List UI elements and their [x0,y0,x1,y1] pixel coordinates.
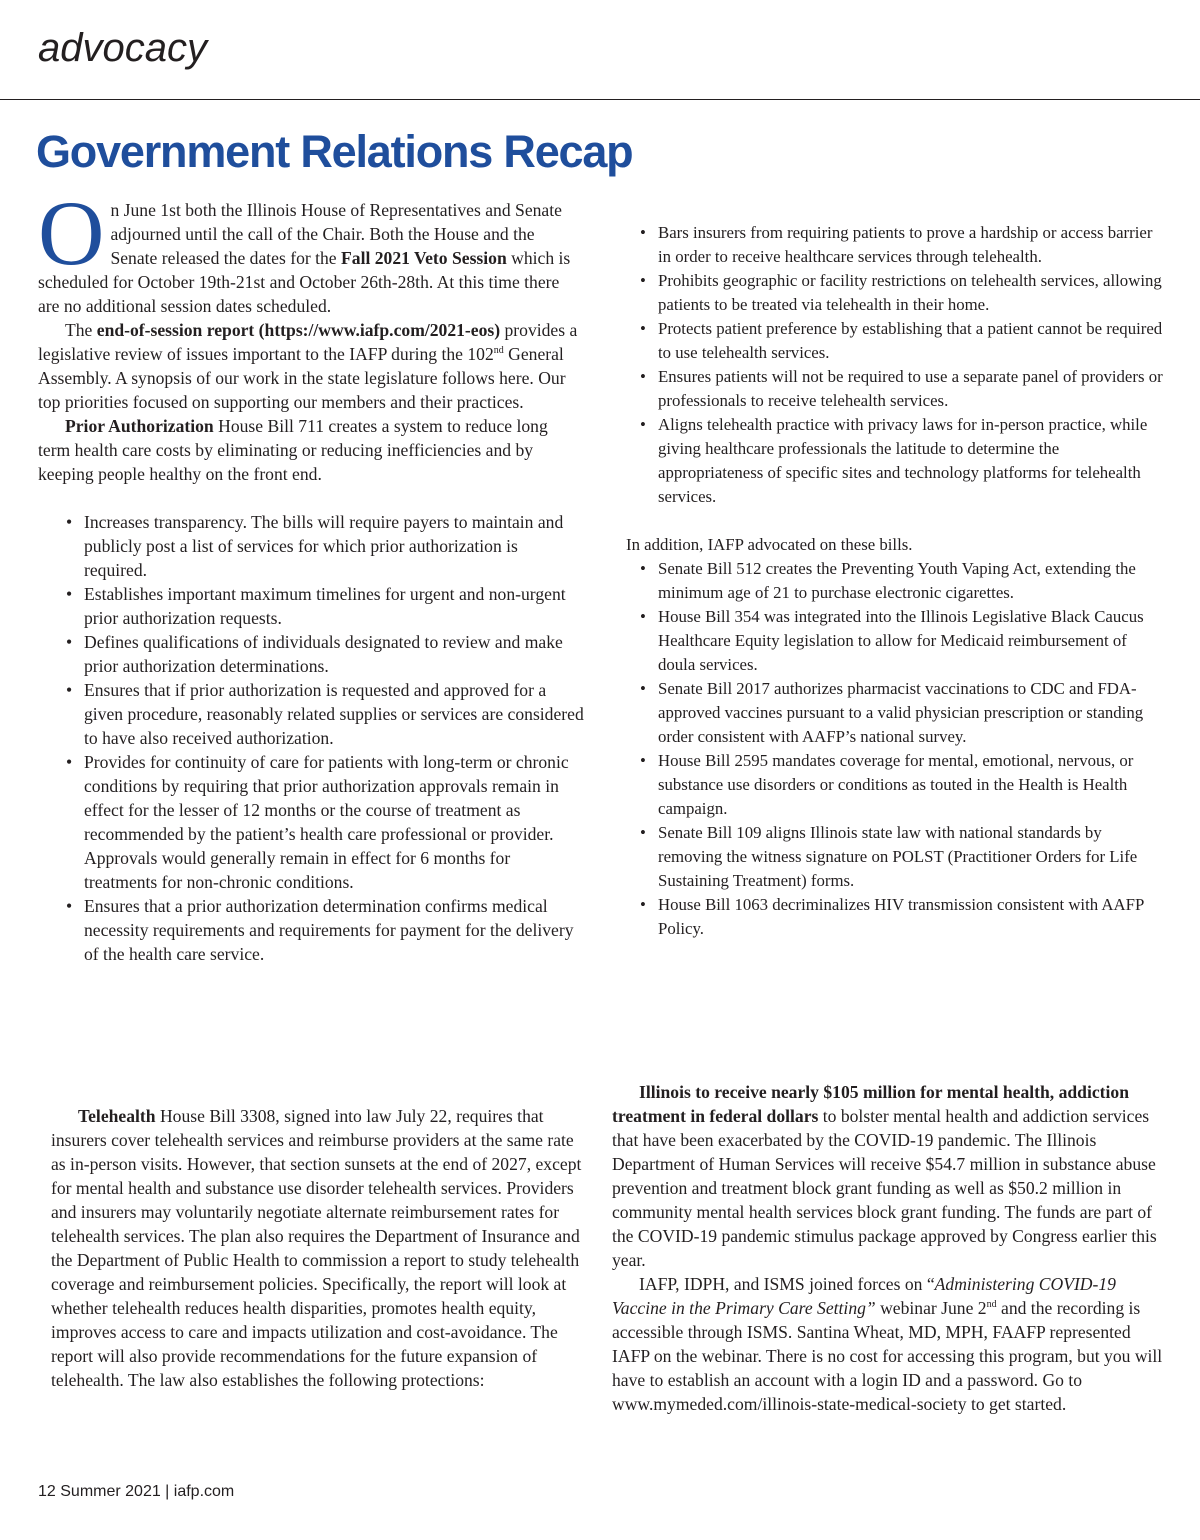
list-item: • Ensures patients will not be required to use a separate panel of providers or professionals to receive telehealth services. [636,365,1166,413]
list-item: • Aligns telehealth practice with privacy laws for in-person practice, while giving healthcare professionals the latitude to determine the appropriateness of specific sites and technology platforms for telehealth services. [636,413,1166,509]
page-footer: 12 Summer 2021 | iafp.com [38,1483,235,1500]
report-paragraph: The end-of-session report (https://www.iafp.com/2021-eos) provides a legislative review of issues important to the IAFP during the 102nd General Assembly. A synopsis of our work in the state legislature follows here. Our top priorities focused on supporting our members and their practices. [38,320,578,412]
report-link[interactable]: end-of-session report (https://www.iafp.com/2021-eos) [96,320,501,340]
list-item: • Provides for continuity of care for patients with long-term or chronic conditions by requiring that prior authorization approvals remain in effect for the lesser of 12 months or the course of treatment as recommended by the patient’s health care professional or provider. Approvals would generally remain in effect for 6 months for treatments for non-chronic conditions. [62,750,584,894]
telehealth-paragraph: Telehealth House Bill 3308, signed into law July 22, requires that insurers cover telehealth services and reimburse providers at the same rate as in-person visits. However, that section sunsets at the end of 2027, except for mental health and substance use disorder telehealth services. Providers and insurers may voluntarily negotiate alternate reimbursement rates for telehealth services. The plan also requires the Department of Insurance and the Department of Public Health to commission a report to study telehealth coverage and reimbursement policies. Specifically, the report will look at whether telehealth reduces health disparities, promotes health equity, improves access to care and impacts utilization and cost-avoidance. The report will also provide recommendations for the future expansion of telehealth. The law also establishes the following protections: [51,1106,582,1390]
list-item: • Ensures that a prior authorization determination confirms medical necessity requirements and requirements for payment for the delivery of the health care service. [62,894,584,966]
funding-heading: Illinois to receive nearly $105 million for mental health, addiction treatment in federal dollars [612,1082,1129,1126]
list-item: • Prohibits geographic or facility restrictions on telehealth services, allowing patients to be treated via telehealth in their home. [636,269,1166,317]
prior-auth-paragraph: Prior Authorization House Bill 711 creates a system to reduce long term health care costs by eliminating or reducing inefficiencies and by keeping people healthy on the front end. [38,416,548,484]
list-item: • Establishes important maximum timelines for urgent and non-urgent prior authorization requests. [62,582,584,630]
intro-paragraph: On June 1st both the Illinois House of Representatives and Senate adjourned until the call of the Chair. Both the House and the Senate released the dates for the Fall 2021 Veto Session which is scheduled for October 19th-21st and October 26th-28th. At this time there are no additional session dates scheduled. [38,182,571,316]
article-title: Government Relations Recap [36,126,633,177]
right-column [614,221,1166,941]
prior-auth-heading: Prior Authorization [65,416,214,436]
list-item: • House Bill 354 was integrated into the Illinois Legislative Black Caucus Healthcare Equity legislation to allow for Medicaid reimbursement of doula services. [636,605,1166,677]
list-item: • House Bill 1063 decriminalizes HIV transmission consistent with AAFP Policy. [636,893,1166,941]
telehealth-section [51,1104,587,1392]
list-item: • House Bill 2595 mandates coverage for mental, emotional, nervous, or substance use disorders or conditions as touted in the Health is Health campaign. [636,749,1166,821]
list-item: • Defines qualifications of individuals designated to review and make prior authorization determinations. [62,630,584,678]
list-item: • Increases transparency. The bills will require payers to maintain and publicly post a list of services for which prior authorization is required. [62,510,584,582]
list-item: • Bars insurers from requiring patients to prove a hardship or access barrier in order to receive healthcare services through telehealth. [636,221,1166,269]
funding-paragraph: Illinois to receive nearly $105 million for mental health, addiction treatment in federal dollars to bolster mental health and addiction services that have been exacerbated by the COVID-19 pandemic. The Illinois Department of Human Services will receive $54.7 million in substance abuse prevention and treatment block grant funding as well as $50.2 million in community mental health services block grant funding. The funds are part of the COVID-19 pandemic stimulus package approved by Congress earlier this year. [612,1082,1157,1270]
list-item: • Protects patient preference by establishing that a patient cannot be required to use telehealth services. [636,317,1166,365]
list-item: • Senate Bill 2017 authorizes pharmacist vaccinations to CDC and FDA-approved vaccines pursuant to a valid physician prescription or standing order consistent with AAFP’s national survey. [636,677,1166,749]
header-divider [0,99,1200,100]
webinar-paragraph: IAFP, IDPH, and ISMS joined forces on “Administering COVID-19 Vaccine in the Primary Care Setting” webinar June 2nd and the recording is accessible through ISMS. Santina Wheat, MD, MPH, FAAFP represented IAFP on the webinar. There is no cost for accessing this program, but you will have to establish an account with a login ID and a password. Go to www.mymeded.com/illinois-state-medical-society to get started. [612,1274,1163,1414]
prior-auth-list [62,510,584,966]
list-item: • Ensures that if prior authorization is requested and approved for a given procedure, reasonably related supplies or services are considered to have also received authorization. [62,678,584,750]
other-bills-list [636,557,1166,941]
webinar-title: Administering COVID-19 Vaccine in the Primary Care Setting” [612,1274,1116,1318]
list-item: • Senate Bill 109 aligns Illinois state law with national standards by removing the witness signature on POLST (Practitioner Orders for Life Sustaining Treatment) forms. [636,821,1166,893]
list-item: • Senate Bill 512 creates the Preventing Youth Vaping Act, extending the minimum age of 21 to purchase electronic cigarettes. [636,557,1166,605]
drop-cap: O [38,182,105,284]
other-bills-intro: In addition, IAFP advocated on these bills. [626,535,913,554]
telehealth-list [636,221,1166,509]
telehealth-heading: Telehealth [78,1106,156,1126]
section-label: advocacy [38,26,207,70]
funding-section [612,1080,1168,1416]
left-column [38,182,584,966]
